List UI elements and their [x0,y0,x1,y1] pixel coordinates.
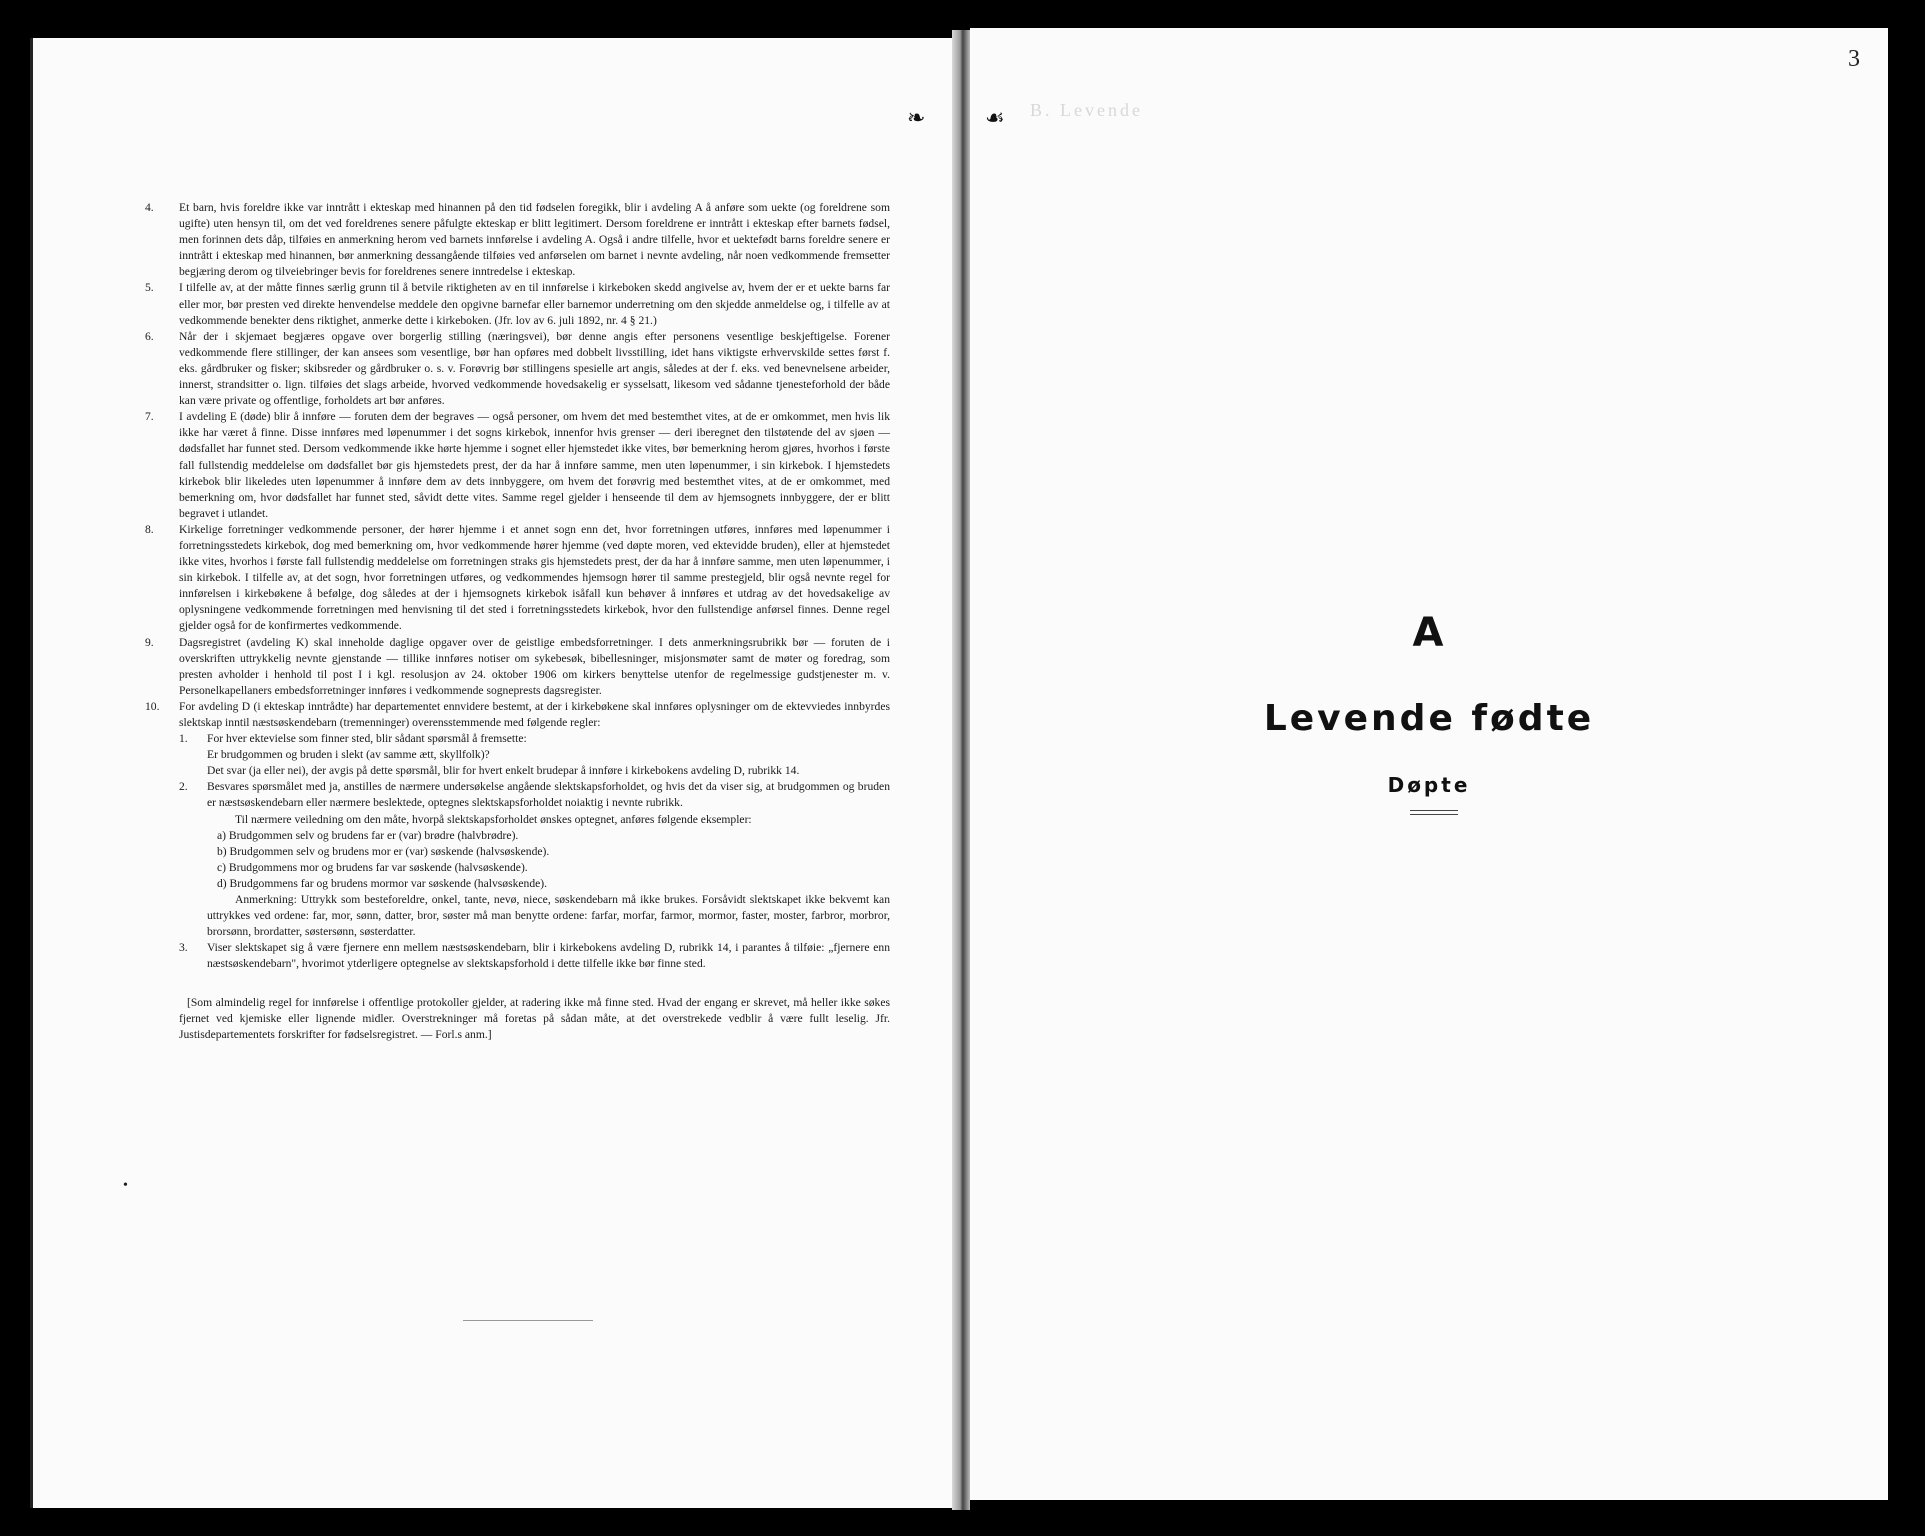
page-number: 3 [1848,46,1860,72]
item-number: 10. [145,699,160,713]
rule-line: Det svar (ja eller nei), der avgis på dette spørsmål, blir for hvert enkelt brudepar å innføre i kirkebokens avdeling D, rubrikk 14. [207,764,800,778]
instruction-item-9 [145,635,890,699]
item-number: 4. [145,201,154,214]
instruction-item-7 [145,409,890,522]
item-text: Når der i skjemaet begjæres opgave over borgerlig stilling (næringsvei), bør denne angis efter personens vesentlige beskjeftigelse. Forener vedkommende flere stillinger, der kan ansees som vesentlige, bør han opføres med dobbelt livsstilling, idet hans viktigste erhvervskilde settes først f. eks. gårdbruker og fisker; skibsreder og gårdbruker o. s. v. Forøvrig bør stillingens spesielle art angis, således at der f. eks. ved benevnelsene arbeider, innerst, strandsitter o. lign. tilføies det slags arbeide, hvorved vedkommende hovedsakelig er sysselsatt, likesom ved sådanne tjenesteforhold der både kan være private og offentlige, forholdets art bør anføres. [179,329,890,408]
ink-blot-icon: ❧ [907,105,926,130]
right-page [970,28,1888,1500]
remark: Anmerkning: Uttrykk som besteforeldre, onkel, tante, nevø, niece, søskendebarn må ikke brukes. Forsåvidt slektskapet ikke bekvemt kan uttrykkes ved ordene: far, mor, sønn, datter, bror, søster må man benytte ordene: farfar, morfar, farmor, mormor, faster, moster, farbror, morbror, brorsønn, brordatter, søstersønn, søsterdatter. [207,893,890,939]
ink-dot-icon: • [123,1178,128,1193]
instruction-item-4 [145,200,890,280]
instructions-text [145,200,890,1043]
rule-number: 2. [179,780,188,794]
item-number: 5. [145,281,154,295]
rule-number: 1. [179,732,188,746]
section-letter: A [1412,610,1446,656]
section-title: Levende fødte [1263,698,1595,739]
item-number: 6. [145,329,154,343]
item-text: For avdeling D (i ekteskap inntrådte) har departementet ennvidere bestemt, at der i kirkebøkene skal innføres oplysninger om de ektevviedes innbyrdes slektskap inntil næstsøskendebarn (tremenninger) overensstemmende med følgende regler: [179,699,890,729]
item-text: I tilfelle av, at der måtte finnes særlig grunn til å betvile riktigheten av en til innførelse i kirkeboken skedd angivelse av, hvem der er et uekte barns far eller mor, bør presten ved direkte henvendelse meddele den opgivne barnefar eller barnemor underretning om den skjedde anmeldelse og, i tilfelle av at vedkommende benekter dens riktighet, anmerke dette i kirkeboken. (Jfr. lov av 6. juli 1892, nr. 4 § 21.) [179,281,890,327]
item-text: Et barn, hvis foreldre ikke var inntrått i ekteskap med hinannen på den tid fødselen foregikk, blir i avdeling A å anføre som uekte (og foreldrene som ugifte) uten hensyn til, om det ved foreldrenes senere påfulgte ekteskap er blitt legitimert. Dersom foreldrene er inntrått i ekteskap efter barnets fødsel, men forinnen dets dåp, tilføies en anmerkning herom ved barnets innførelse i avdeling A. Også i andre tilfelle, hvor et uektefødt barns foreldre senere er inntrått i ekteskap med hinannen, bør anmerkning dessangående tilføies ved anførselen om barnet i nevnte avdeling, når noen vedkommende fremsetter begjæring derom og tilveiebringer bevis for foreldrenes senere inntredelse i ekteskap. [179,201,890,279]
example-d: d) Brudgommens far og brudens mormor var søskende (halvsøskende). [217,876,548,890]
item-number: 8. [145,522,154,536]
instruction-item-6 [145,329,890,409]
rule-text: Viser slektskapet sig å være fjernere enn mellem næstsøskendebarn, blir i kirkebokens avdeling D, rubrikk 14, i parantes å tilføie: „fjernere enn næstsøskendebarn", hvorimot ytderligere optegnelse av slektskapsforhold i dette tilfelle ikke bør finne sted. [207,941,890,971]
item-text: Dagsregistret (avdeling K) skal inneholde daglige opgaver over de geistlige embedsforretninger. I dets anmerkningsrubrikk bør — foruten de i overskriften uttrykkelig nevnte gjenstande — tillike innføres notiser om sykebesøk, bibellesninger, misjonsmøter samt de møter og foredrag, som presten avholder i henhold til post I i kgl. resolusjon av 24. oktober 1906 om kirkers benyttelse utenfor de regelmessige gudstjenester m. v. Personelkapellaners embedsforretninger innføres i vedkommende sogneprests dagsregister. [179,635,890,697]
publisher-note: [Som almindelig regel for innførelse i offentlige protokoller gjelder, at radering ikke må finne sted. Hvad der engang er skrevet, må heller ikke søkes fjernet ved kjemiske eller lignende midler. Overstrekninger må foretas på sådan måte, at det overstrekede vedblir å være fullt leselig. Jfr. Justisdepartementets forskrifter for fødselsregistret. — Forl.s anm.] [179,995,890,1041]
divider-line [463,1320,593,1321]
item-number: 9. [145,635,154,649]
rule-item-1 [179,731,890,779]
left-page [30,38,963,1508]
example-c: c) Brudgommens mor og brudens far var søskende (halvsøskende). [217,860,528,874]
example-b: b) Brudgommen selv og brudens mor er (var) søskende (halvsøskende). [217,844,550,858]
rule-number: 3. [179,941,188,955]
title-area [970,28,1888,1500]
item-number: 7. [145,410,154,424]
rule-line: Besvares spørsmålet med ja, anstilles de nærmere undersøkelse angående slektskapsforholdet, og hvis det da viser sig, at brudgommen og bruden er næstsøskendebarn eller nærmere beslektede, optegnes slektskapsforholdet noiaktig i nevnte rubrikk. [207,780,890,810]
faint-bleed-through-header: B. Levende [1030,100,1143,120]
instruction-item-10 [145,699,890,973]
rule-item-3 [179,940,890,972]
rule-line: For hver ektevielse som finner sted, blir sådant spørsmål å fremsette: [207,732,527,746]
section-subtitle: Døpte [1387,773,1471,797]
rule-item-2 [179,779,890,940]
book-gutter [952,30,970,1510]
instruction-item-5 [145,280,890,328]
ink-blot-icon: ☙ [985,105,1005,130]
title-double-rule [1410,810,1458,815]
item-text: I avdeling E (døde) blir å innføre — foruten dem der begraves — også personer, om hvem det med bestemthet vites, at de er omkommet, men hvis lik ikke har været å finne. Disse innføres med løpenummer i det sogns kirkebok, innenfor hvis grenser — deri iberegnet den tilstøtende del av sjøen — dødsfallet har funnet sted. Dersom vedkommende ikke hørte hjemme i sognet eller hjemstedet ikke vites, bør bemerkning herom gjøres, hvorhos i første fall fullstendig meddelelse om dødsfallet bør gis hjemstedets prest, der da har å innføre samme, men uten løpenummer, i sin kirkebok. I hjemstedets kirkebok blir likeledes uten løpenummer å innføre dem av dets innbyggere, om hvem det forøvrig med bestemthet vites, at de er omkommet, med bemerkning om, hvor dødsfallet har funnet sted, såvidt dette vites. Samme regel gjelder i henseende til dem av hjemsognets innbyggere, der er blitt begravet i utlandet. [179,410,890,520]
item-text: Kirkelige forretninger vedkommende personer, der hører hjemme i et annet sogn enn det, hvor forretningen utføres, innføres med løpenummer i forretningsstedets kirkebok, dog med bemerkning om, hvor vedkommende hører hjemme (ved døpte moren, ved ektevidde bruden), eller at hjemstedet ikke vites, hvorhos i første fall fullstendig meddelelse om forretningen straks gis hjemstedets prest, der da har å innføre samme, men uten løpenummer, i sin kirkebok. I tilfelle av, at det sogn, hvor forretningen utføres, og vedkommendes hjemsogn hører til samme prestegjeld, blir også nevnte regel for innførelsen i kirkebøkene å befølge, dog således at der i hjemsognets kirkebok isåfall kun behøver å innføres et utdrag av det hovedsakelige av oplysningene vedkommende forretningen med henvisning til det sted i forretningsstedets kirkebok, hvor den fullstendige anførsel finnes. Denne regel gjelder også for de konfirmertes vedkommende. [179,522,890,633]
example-a: a) Brudgommen selv og brudens far er (var) brødre (halvbrødre). [217,828,519,842]
examples-intro: Til nærmere veiledning om den måte, hvorpå slektskapsforholdet ønskes optegnet, anføres følgende eksempler: [235,812,752,826]
instruction-item-8 [145,522,890,635]
rule-line: Er brudgommen og bruden i slekt (av samme ætt, skyllfolk)? [207,748,490,762]
